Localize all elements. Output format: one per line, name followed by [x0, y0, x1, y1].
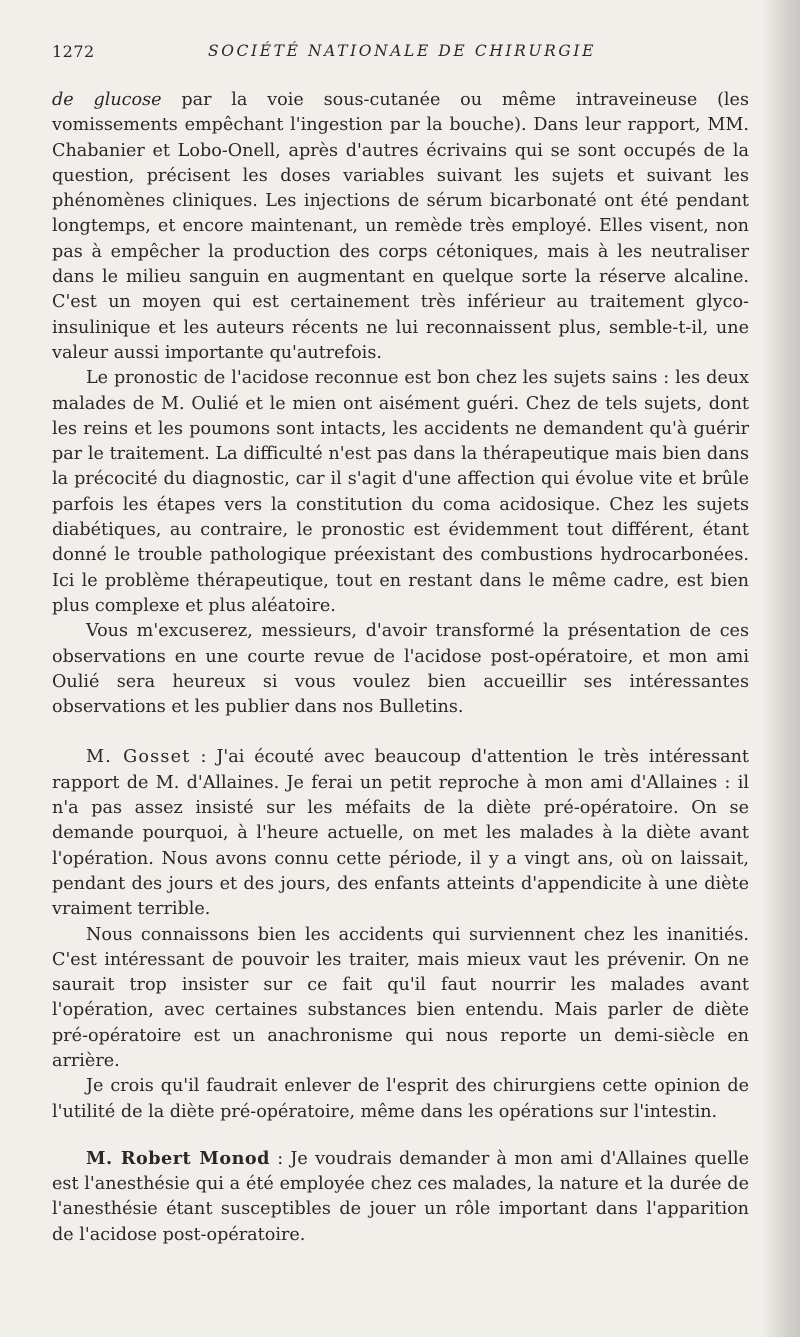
paragraph-prognosis: Le pronostic de l'acidose reconnue est bon chez les sujets sains : les deux malades de M. Oulié et le mien ont aisément guéri. Chez de tels sujets, dont les reins et les poumons sont intacts, les accidents ne demandent qu'à guérir par le traitement. La difficulté n'est pas dans la thérapeutique mais bien dans la précocité du diagnostic, car il s'agit d'une affection qui évolue vite et brûle parfois les étapes vers la constitution du coma acidosique. Chez les sujets diabétiques, au contraire, le pronostic est évidemment tout différent, étant donné le trouble pathologique préexistant des combustions hydrocarbonées. Ici le problème thérapeutique, tout en restant dans le même cadre, est bien plus complexe et plus aléatoire.: [52, 368, 749, 616]
gosset-intervention: [52, 745, 749, 922]
running-title: SOCIÉTÉ NATIONALE DE CHIRURGIE: [208, 42, 596, 60]
section-gap: [52, 720, 749, 745]
page-edge-shadow: [762, 0, 800, 1337]
article-body: [52, 88, 749, 1248]
speaker-name: M. Gosset: [86, 747, 191, 768]
italic-term: de glucose: [52, 90, 162, 110]
page-number: 1272: [52, 42, 95, 61]
monod-intervention: [52, 1146, 749, 1248]
paragraph-glucose-treatment: [52, 88, 749, 366]
gosset-paragraph-2: Nous connaissons bien les accidents qui surviennent chez les inanitiés. C'est intéressant de pouvoir les traiter, mais mieux vaut les prévenir. On ne saurait trop insister sur ce fait qu'il faut nourrir les malades avant l'opération, avec certaines substances bien entendu. Mais parler de diète pré-opératoire est un anachronisme qui nous reporte un demi-siècle en arrière.: [52, 924, 749, 1071]
speech-text: : Je voudrais demander à mon ami d'Allaines quelle est l'anesthésie qui a été employée chez ces malades, la nature et la durée de l'anesthésie étant susceptibles de jouer un rôle important dans l'apparition de l'acidose post-opératoire.: [52, 1148, 750, 1245]
gosset-paragraph-3: Je crois qu'il faudrait enlever de l'esprit des chirurgiens cette opinion de l'utilité de la diète pré-opératoire, même dans les opérations sur l'intestin.: [52, 1076, 749, 1122]
section-gap: [52, 1125, 749, 1146]
speech-text: : J'ai écouté avec beaucoup d'attention le très intéressant rapport de M. d'Allaines. Je ferai un petit reproche à mon ami d'Allaines : il n'a pas assez insisté sur les méfaits de la diète pré-opératoire. On se demande pourquoi, à l'heure actuelle, on met les malades à la diète avant l'opération. Nous avons connu cette période, il y a vingt ans, où on laissait, pendant des jours et des jours, des enfants atteints d'appendicite à une diète vraiment terrible.: [52, 747, 749, 920]
speaker-name: M. Robert Monod: [86, 1147, 270, 1169]
paragraph-conclusion: Vous m'excuserez, messieurs, d'avoir transformé la présentation de ces observations en une courte revue de l'acidose post-opératoire, et mon ami Oulié sera heureux si vous voulez bien accueillir ses intéressantes observations et les publier dans nos Bulletins.: [52, 621, 749, 718]
running-header: [52, 42, 752, 68]
paragraph-text: par la voie sous-cutanée ou même intraveineuse (les vomissements empêchant l'ingestion par la bouche). Dans leur rapport, MM. Chabanier et Lobo-Onell, après d'autres écrivains qui se sont occupés de la question, précisent les doses variables suivant les sujets et suivant les phénomènes cliniques. Les injections de sérum bicarbonaté ont été pendant longtemps, et encore maintenant, un remède très employé. Elles visent, non pas à empêcher la production des corps cétoniques, mais à les neutraliser dans le milieu sanguin en augmentant en quelque sorte la réserve alcaline. C'est un moyen qui est certainement très inférieur au traitement glyco-insulinique et les auteurs récents ne lui reconnaissent plus, semble-t-il, une valeur aussi importante qu'autrefois.: [52, 90, 749, 363]
